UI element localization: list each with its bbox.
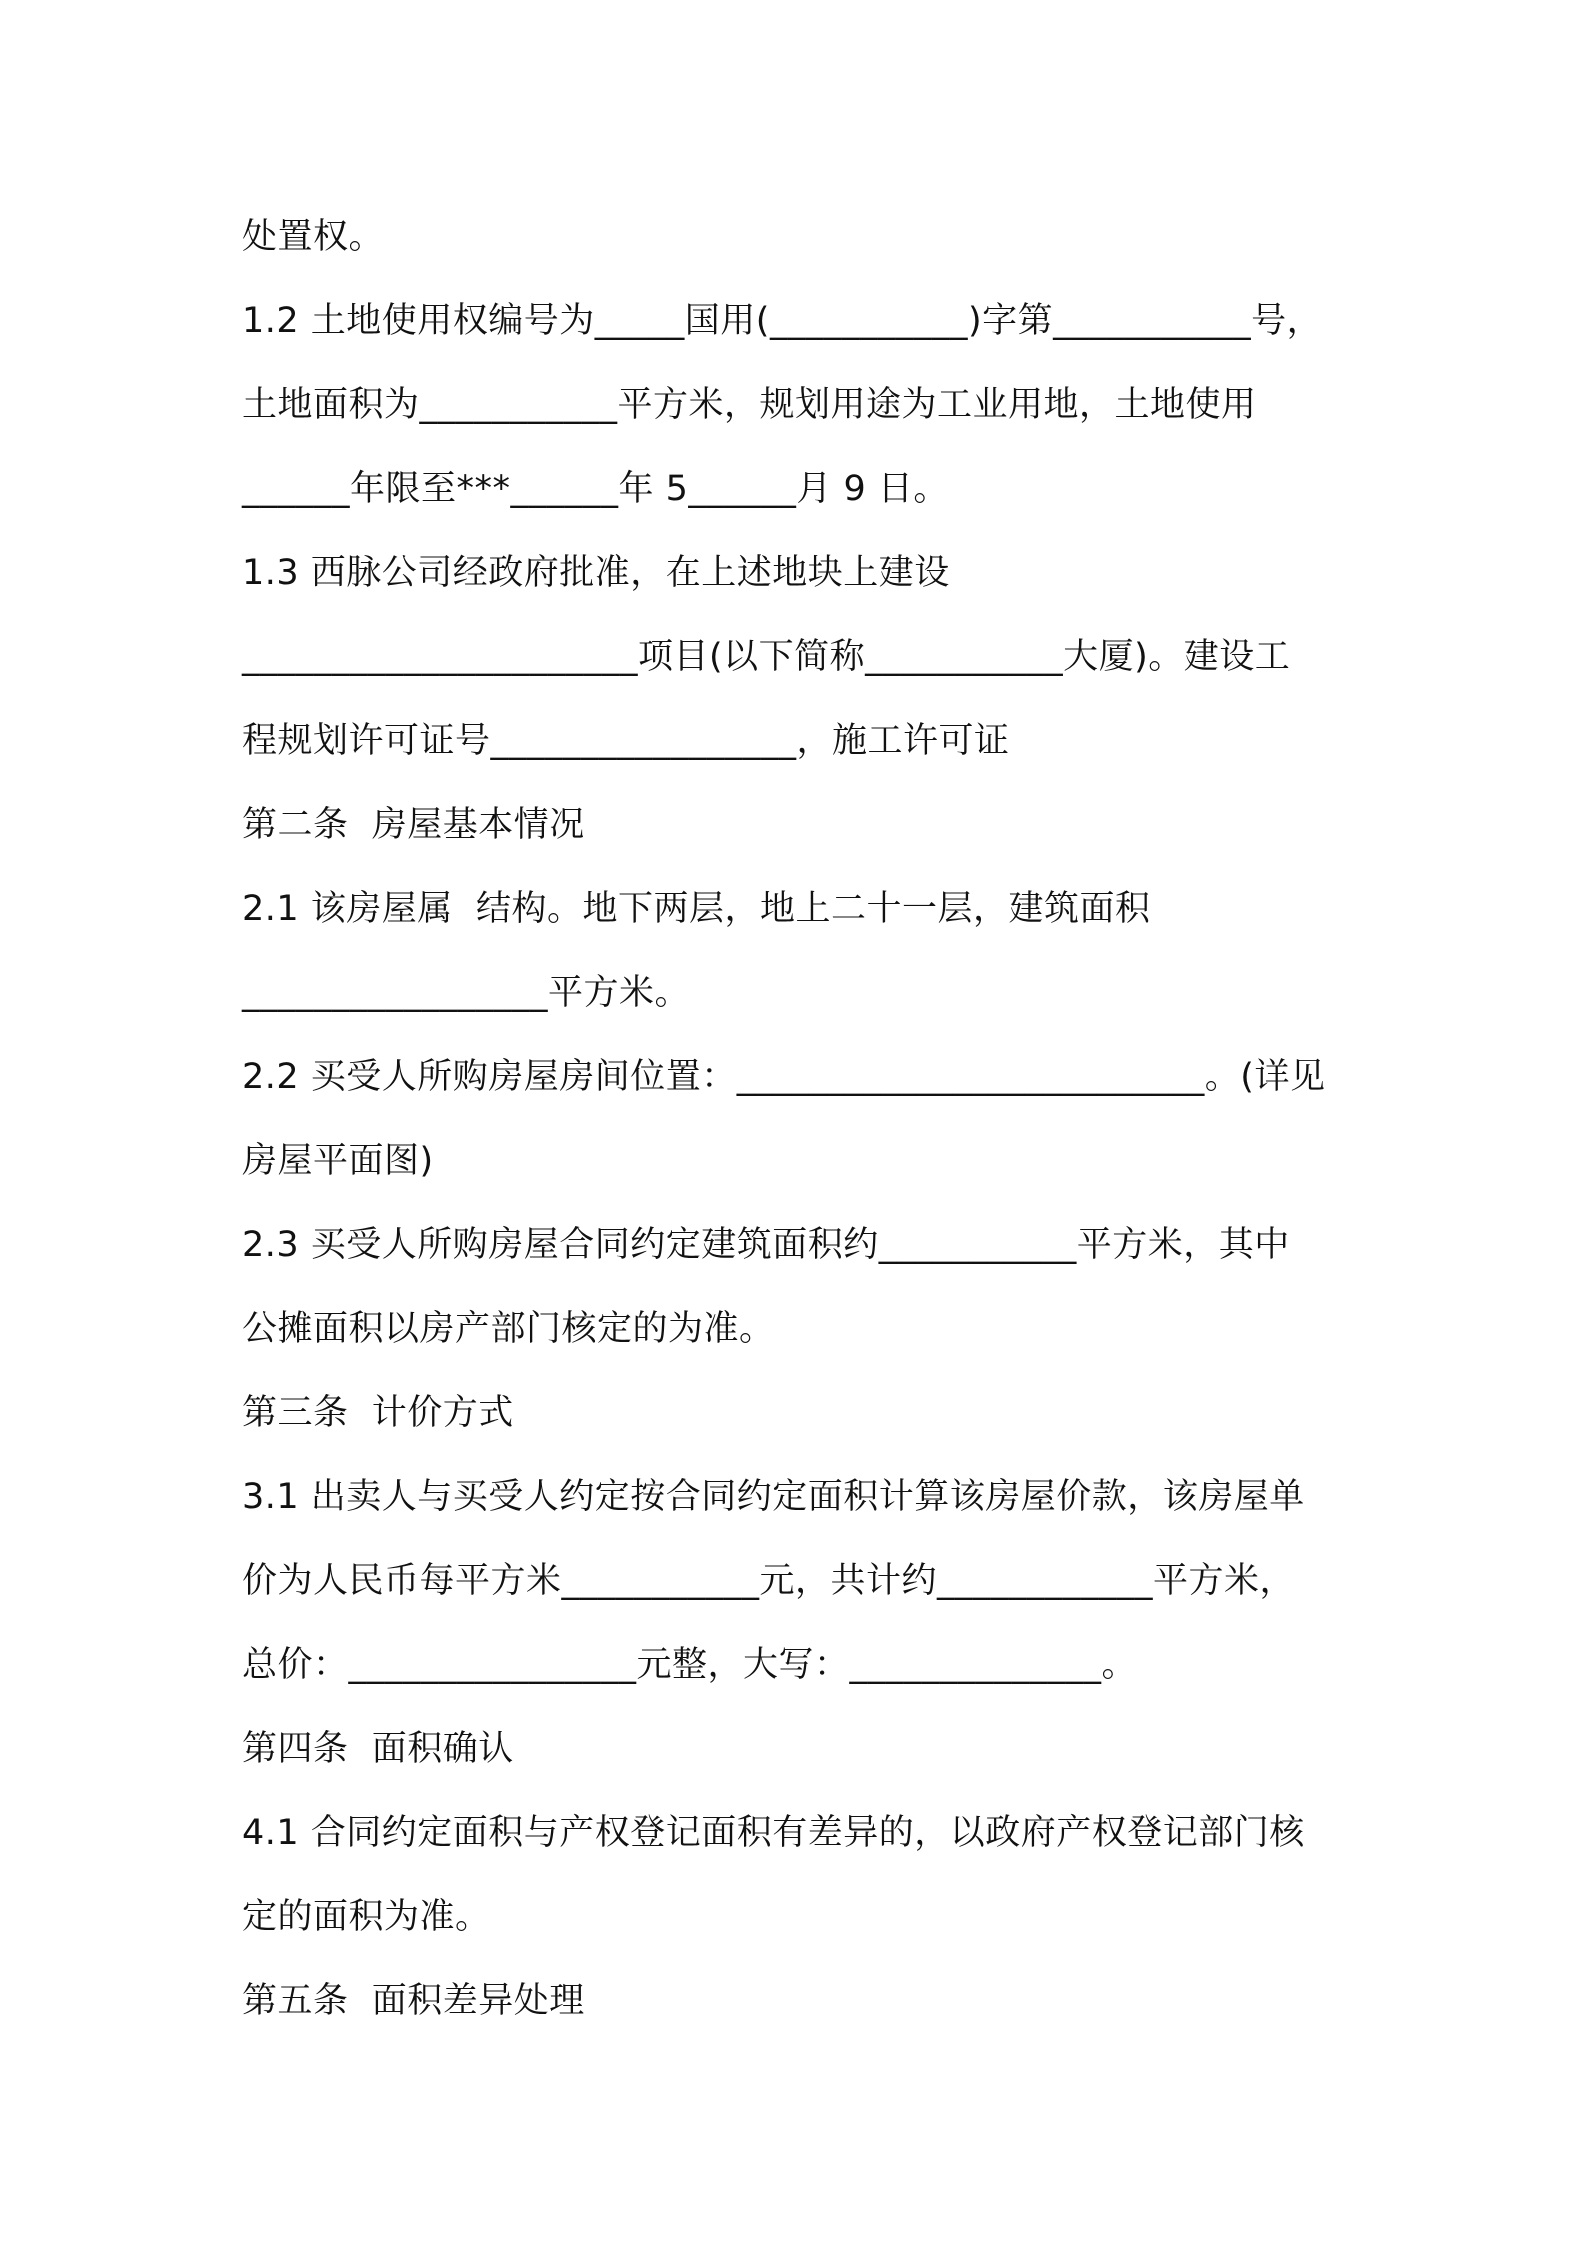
text-line: ______________________项目(以下简称___________大厦)。建设工 <box>242 637 1291 677</box>
text-line: 土地面积为___________平方米，规划用途为工业用地，土地使用 <box>242 385 1257 425</box>
text-line: 定的面积为准。 <box>242 1897 491 1937</box>
text-line: 公摊面积以房产部门核定的为准。 <box>242 1309 775 1349</box>
text-line: 房屋平面图) <box>242 1141 434 1181</box>
text-line: 程规划许可证号_________________，施工许可证 <box>242 721 1010 761</box>
section-heading: 第五条 面积差异处理 <box>242 1981 585 2021</box>
text-line: 处置权。 <box>242 217 385 257</box>
text-line: ______年限至***______年 5______月 9 日。 <box>242 469 949 509</box>
text-line: 价为人民币每平方米___________元，共计约____________平方米， <box>242 1561 1296 1601</box>
section-heading: 第四条 面积确认 <box>242 1729 514 1769</box>
text-line: 1.3 西脉公司经政府批准，在上述地块上建设 <box>242 553 950 593</box>
text-line: 2.1 该房屋属 结构。地下两层，地上二十一层，建筑面积 <box>242 889 1151 929</box>
text-line: 4.1 合同约定面积与产权登记面积有差异的，以政府产权登记部门核 <box>242 1813 1305 1853</box>
document-body <box>242 195 1362 2043</box>
text-line: _________________平方米。 <box>242 973 691 1013</box>
text-line: 1.2 土地使用权编号为_____国用(___________)字第___________号， <box>242 301 1323 341</box>
text-line: 3.1 出卖人与买受人约定按合同约定面积计算该房屋价款，该房屋单 <box>242 1477 1305 1517</box>
section-heading: 第三条 计价方式 <box>242 1393 514 1433</box>
text-line: 2.3 买受人所购房屋合同约定建筑面积约___________平方米，其中 <box>242 1225 1290 1265</box>
section-heading: 第二条 房屋基本情况 <box>242 805 585 845</box>
text-line: 2.2 买受人所购房屋房间位置：__________________________。(详见 <box>242 1057 1326 1097</box>
text-line: 总价：________________元整，大写：______________。 <box>242 1645 1138 1685</box>
